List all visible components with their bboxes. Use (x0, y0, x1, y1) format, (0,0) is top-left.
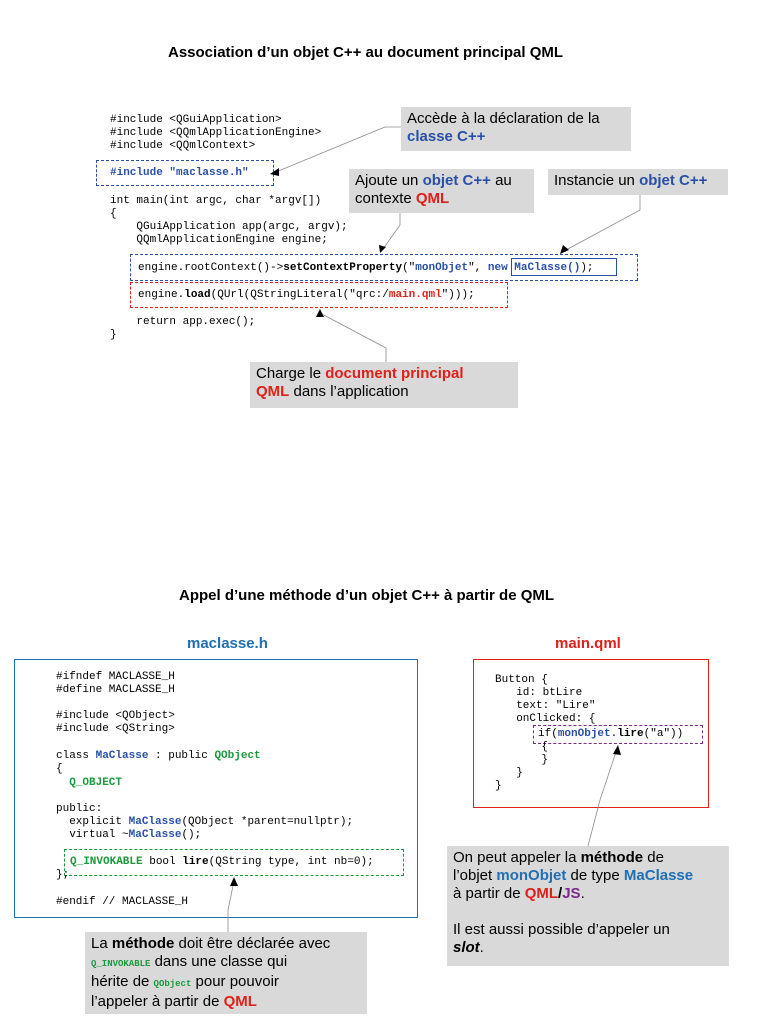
code-brace-open: { (110, 208, 117, 220)
load-prefix: engine. (138, 289, 185, 301)
dtor-pre: virtual ~ (56, 829, 129, 841)
instancie-objet: objet C++ (639, 172, 708, 189)
code-return-line: return app.exec(); (110, 316, 256, 328)
inv-post: (QString type, int nb=0); (208, 856, 374, 868)
note-accede-line2: classe C++ (407, 128, 486, 145)
hcode-ifndef: #ifndef MACLASSE_H (56, 671, 175, 683)
qml-brace-close-button: } (495, 780, 502, 792)
call-post: ("a")) (643, 728, 684, 740)
connector-appel (588, 749, 617, 846)
ajoute-objet: objet C++ (422, 172, 491, 189)
inv-macro: Q_INVOKABLE (70, 856, 143, 868)
code-include-context: #include <QQmlContext> (110, 140, 256, 152)
load-file: main.qml (388, 289, 442, 301)
hcode-include-qstring: #include <QString> (56, 723, 175, 735)
arrowhead-appel (613, 745, 621, 755)
class-kw: class (56, 750, 96, 762)
call-dot: . (610, 728, 618, 740)
ajoute-qml: QML (415, 190, 450, 207)
ajoute-text3: contexte (355, 190, 416, 207)
file-title-mainqml: main.qml (555, 635, 621, 652)
left-text1: La (91, 935, 112, 952)
right-text1: On peut appeler la (453, 849, 581, 866)
right-qml: QML (524, 885, 559, 902)
load-method: load (184, 289, 211, 301)
class-name: MaClasse (95, 750, 149, 762)
load-mid: (QUrl(QStringLiteral("qrc:/ (210, 289, 389, 301)
class-base: QObject (214, 750, 261, 762)
qml-onclicked: onClicked: { (503, 713, 596, 725)
hcode-brace-close: }; (56, 869, 70, 881)
charge-text1: Charge le (256, 365, 326, 382)
right-text7: . (479, 939, 484, 956)
left-text2: doit être déclarée avec (174, 935, 331, 952)
charge-text2: dans l’application (289, 383, 409, 400)
left-text5: pour pouvoir (191, 973, 279, 990)
note-accede-line1: Accède à la déclaration de la (407, 110, 600, 127)
right-text5: à partir de (453, 885, 525, 902)
ctx-new: new MaClasse() (487, 262, 581, 274)
right-slot: slot (453, 939, 480, 956)
left-qml: QML (223, 993, 257, 1010)
code-app-line: QGuiApplication app(argc, argv); (110, 221, 348, 233)
code-include-gui: #include <QGuiApplication> (110, 114, 282, 126)
ctor-pre: explicit (56, 816, 129, 828)
right-text3: l’objet (453, 867, 497, 884)
arrowhead-accede (270, 168, 279, 176)
left-text3: dans une classe qui (150, 953, 288, 970)
qml-brace-open: { (515, 741, 549, 753)
file-title-maclasse: maclasse.h (187, 635, 268, 652)
load-end: "))); (441, 289, 475, 301)
arrowhead-instancie (560, 245, 569, 254)
hcode-brace-open: { (56, 763, 63, 775)
qml-button: Button { (495, 674, 548, 686)
ctx-sep: ", (468, 262, 488, 274)
dtor-name: MaClasse (128, 829, 182, 841)
inv-name: lire (182, 856, 209, 868)
left-text6: l’appeler à partir de (91, 993, 224, 1010)
left-text4: hérite de (91, 973, 154, 990)
arrowhead-invokable (230, 877, 238, 886)
ajoute-text2: au (490, 172, 512, 189)
right-slash: / (558, 885, 563, 902)
ajoute-text1: Ajoute un (355, 172, 423, 189)
left-invokable: Q_INVOKABLE (91, 959, 151, 969)
code-engine-line: QQmlApplicationEngine engine; (110, 234, 328, 246)
hcode-endif: #endif // MACLASSE_H (56, 896, 189, 908)
call-obj: monObjet (557, 728, 611, 740)
connector-ajoute (383, 213, 400, 249)
instancie-text: Instancie un (554, 172, 640, 189)
right-dot: . (580, 885, 585, 902)
right-text4: de type (566, 867, 624, 884)
inv-mid: bool (142, 856, 183, 868)
connector-charge (320, 313, 386, 362)
call-pre: if( (538, 728, 558, 740)
charge-qml: QML (256, 383, 290, 400)
class-mid: : public (148, 750, 215, 762)
ctx-end: ); (580, 262, 594, 274)
code-main-signature: int main(int argc, char *argv[]) (110, 195, 322, 207)
section1-title: Association d’un objet C++ au document principal QML (168, 44, 564, 61)
qml-id: id: btLire (503, 687, 583, 699)
right-text2: de (643, 849, 664, 866)
ctor-post: (QObject *parent=nullptr); (181, 816, 354, 828)
qml-text: text: "Lire" (503, 700, 596, 712)
connector-accede (276, 127, 401, 172)
qml-brace-close-inner: } (515, 754, 549, 766)
code-include-engine: #include <QQmlApplicationEngine> (110, 127, 322, 139)
hcode-define: #define MACLASSE_H (56, 684, 175, 696)
ctx-name: monObjet (415, 262, 469, 274)
hcode-include-qobject: #include <QObject> (56, 710, 175, 722)
connector-invokable (228, 881, 234, 932)
arrowhead-charge (316, 309, 324, 317)
section2-title: Appel d’une méthode d’un objet C++ à partir de QML (179, 587, 555, 604)
left-qobject: QObject (153, 979, 192, 989)
ctx-method: setContextProperty (283, 262, 403, 274)
left-methode: méthode (111, 935, 175, 952)
charge-doc: document principal (325, 365, 464, 382)
hcode-qobject-macro: Q_OBJECT (56, 777, 123, 789)
right-methode: méthode (580, 849, 644, 866)
ctx-paren: (" (402, 262, 416, 274)
right-monobjet: monObjet (496, 867, 567, 884)
dtor-post: (); (181, 829, 202, 841)
call-fn: lire (617, 728, 644, 740)
code-brace-close: } (110, 329, 117, 341)
right-maclasse: MaClasse (623, 867, 694, 884)
ctor-name: MaClasse (128, 816, 182, 828)
connector-instancie (566, 195, 640, 250)
qml-brace-close-handler: } (503, 767, 523, 779)
code-include-maclasse: #include "maclasse.h" (110, 167, 249, 179)
ctx-prefix: engine.rootContext()-> (138, 262, 284, 274)
note-right-line5: Il est aussi possible d’appeler un (453, 921, 670, 938)
right-js: JS (562, 885, 581, 902)
hcode-public: public: (56, 803, 103, 815)
